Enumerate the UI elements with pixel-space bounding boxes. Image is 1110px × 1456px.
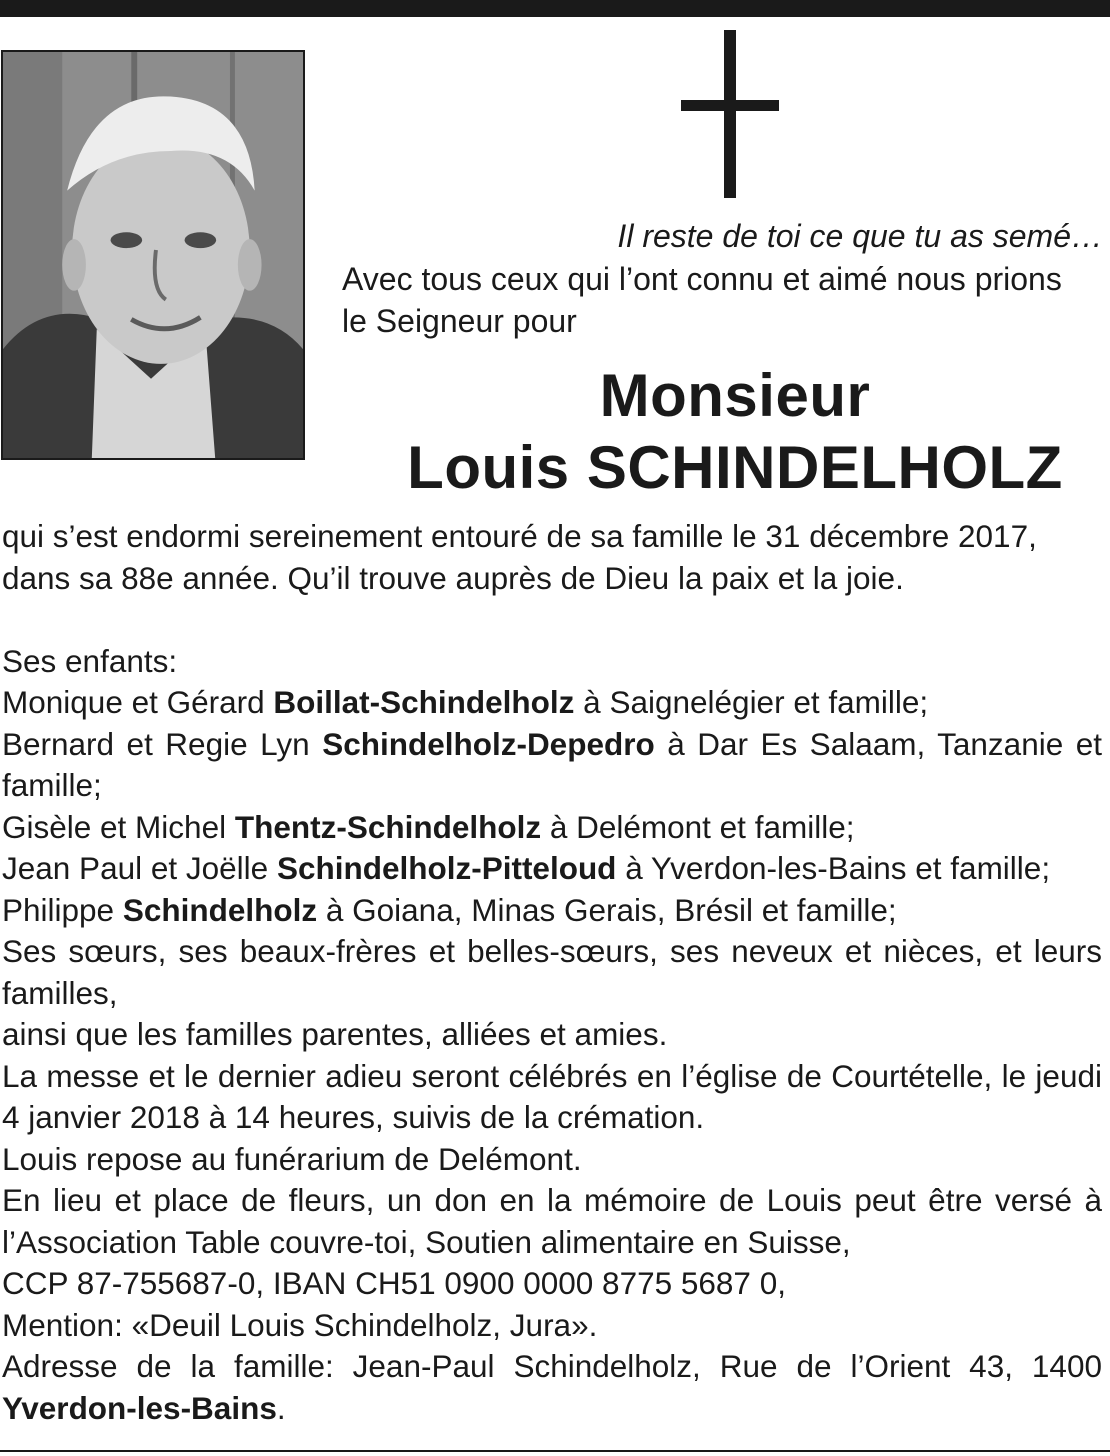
mass-details: La messe et le dernier adieu seront célébrés en l’église de Courtételle, le jeudi 4 janvier 2018 à 14 heures, suivis de la crémation. xyxy=(2,1057,1102,1135)
rest-place: Louis repose au funérarium de Delémont. xyxy=(2,1140,582,1177)
intro-line: Avec tous ceux qui l’ont connu et aimé nous prions xyxy=(342,261,1062,297)
child-entry: Jean Paul et Joëlle Schindelholz-Pitteloud à Yverdon-les-Bains et famille; xyxy=(2,850,1051,886)
child-entry: Bernard et Regie Lyn Schindelholz-Depedro à Dar Es Salaam, Tanzanie et famille; xyxy=(2,725,1102,803)
top-rule xyxy=(0,0,1110,17)
donation-mention: Mention: «Deuil Louis Schindelholz, Jura». xyxy=(2,1306,598,1343)
family-address: Adresse de la famille: Jean-Paul Schindelholz, Rue de l’Orient 43, 1400 Yverdon-les-Bains. xyxy=(2,1348,1102,1426)
deceased-name: Louis SCHINDELHOLZ xyxy=(407,434,1063,501)
relatives-text: ainsi que les familles parentes, alliées et amies. xyxy=(2,1016,668,1052)
epigraph-quote: Il reste de toi ce que tu as semé… xyxy=(617,218,1103,254)
portrait-photo xyxy=(1,50,305,460)
siblings-text: Ses sœurs, ses beaux-frères et belles-sœurs, ses neveux et nièces, et leurs familles, xyxy=(2,933,1102,1011)
honorific: Monsieur xyxy=(599,362,871,429)
child-entry: Gisèle et Michel Thentz-Schindelholz à Delémont et famille; xyxy=(2,808,855,845)
portrait-image xyxy=(3,52,303,458)
latin-cross-icon xyxy=(681,30,779,198)
death-notice-line: qui s’est endormi sereinement entouré de sa famille le 31 décembre 2017, xyxy=(2,518,1037,554)
child-entry: Philippe Schindelholz à Goiana, Minas Gerais, Brésil et famille; xyxy=(2,891,897,928)
donation-text: En lieu et place de fleurs, un don en la mémoire de Louis peut être versé à l’Association Table couvre-toi, Soutien alimentaire en Suisse, xyxy=(2,1182,1102,1260)
child-entry: Monique et Gérard Boillat-Schindelholz à Saignelégier et famille; xyxy=(2,684,929,720)
children-heading: Ses enfants: xyxy=(2,642,178,679)
intro-line: le Seigneur pour xyxy=(342,303,577,339)
intro-text xyxy=(342,258,1104,342)
account-details: CCP 87-755687-0, IBAN CH51 0900 0000 8775 5687 0, xyxy=(2,1265,786,1301)
announcement-body xyxy=(2,516,1102,1429)
deceased-name-block xyxy=(340,360,1110,504)
death-notice-line: dans sa 88e année. Qu’il trouve auprès de Dieu la paix et la joie. xyxy=(2,559,904,596)
bottom-rule xyxy=(0,1450,1110,1452)
